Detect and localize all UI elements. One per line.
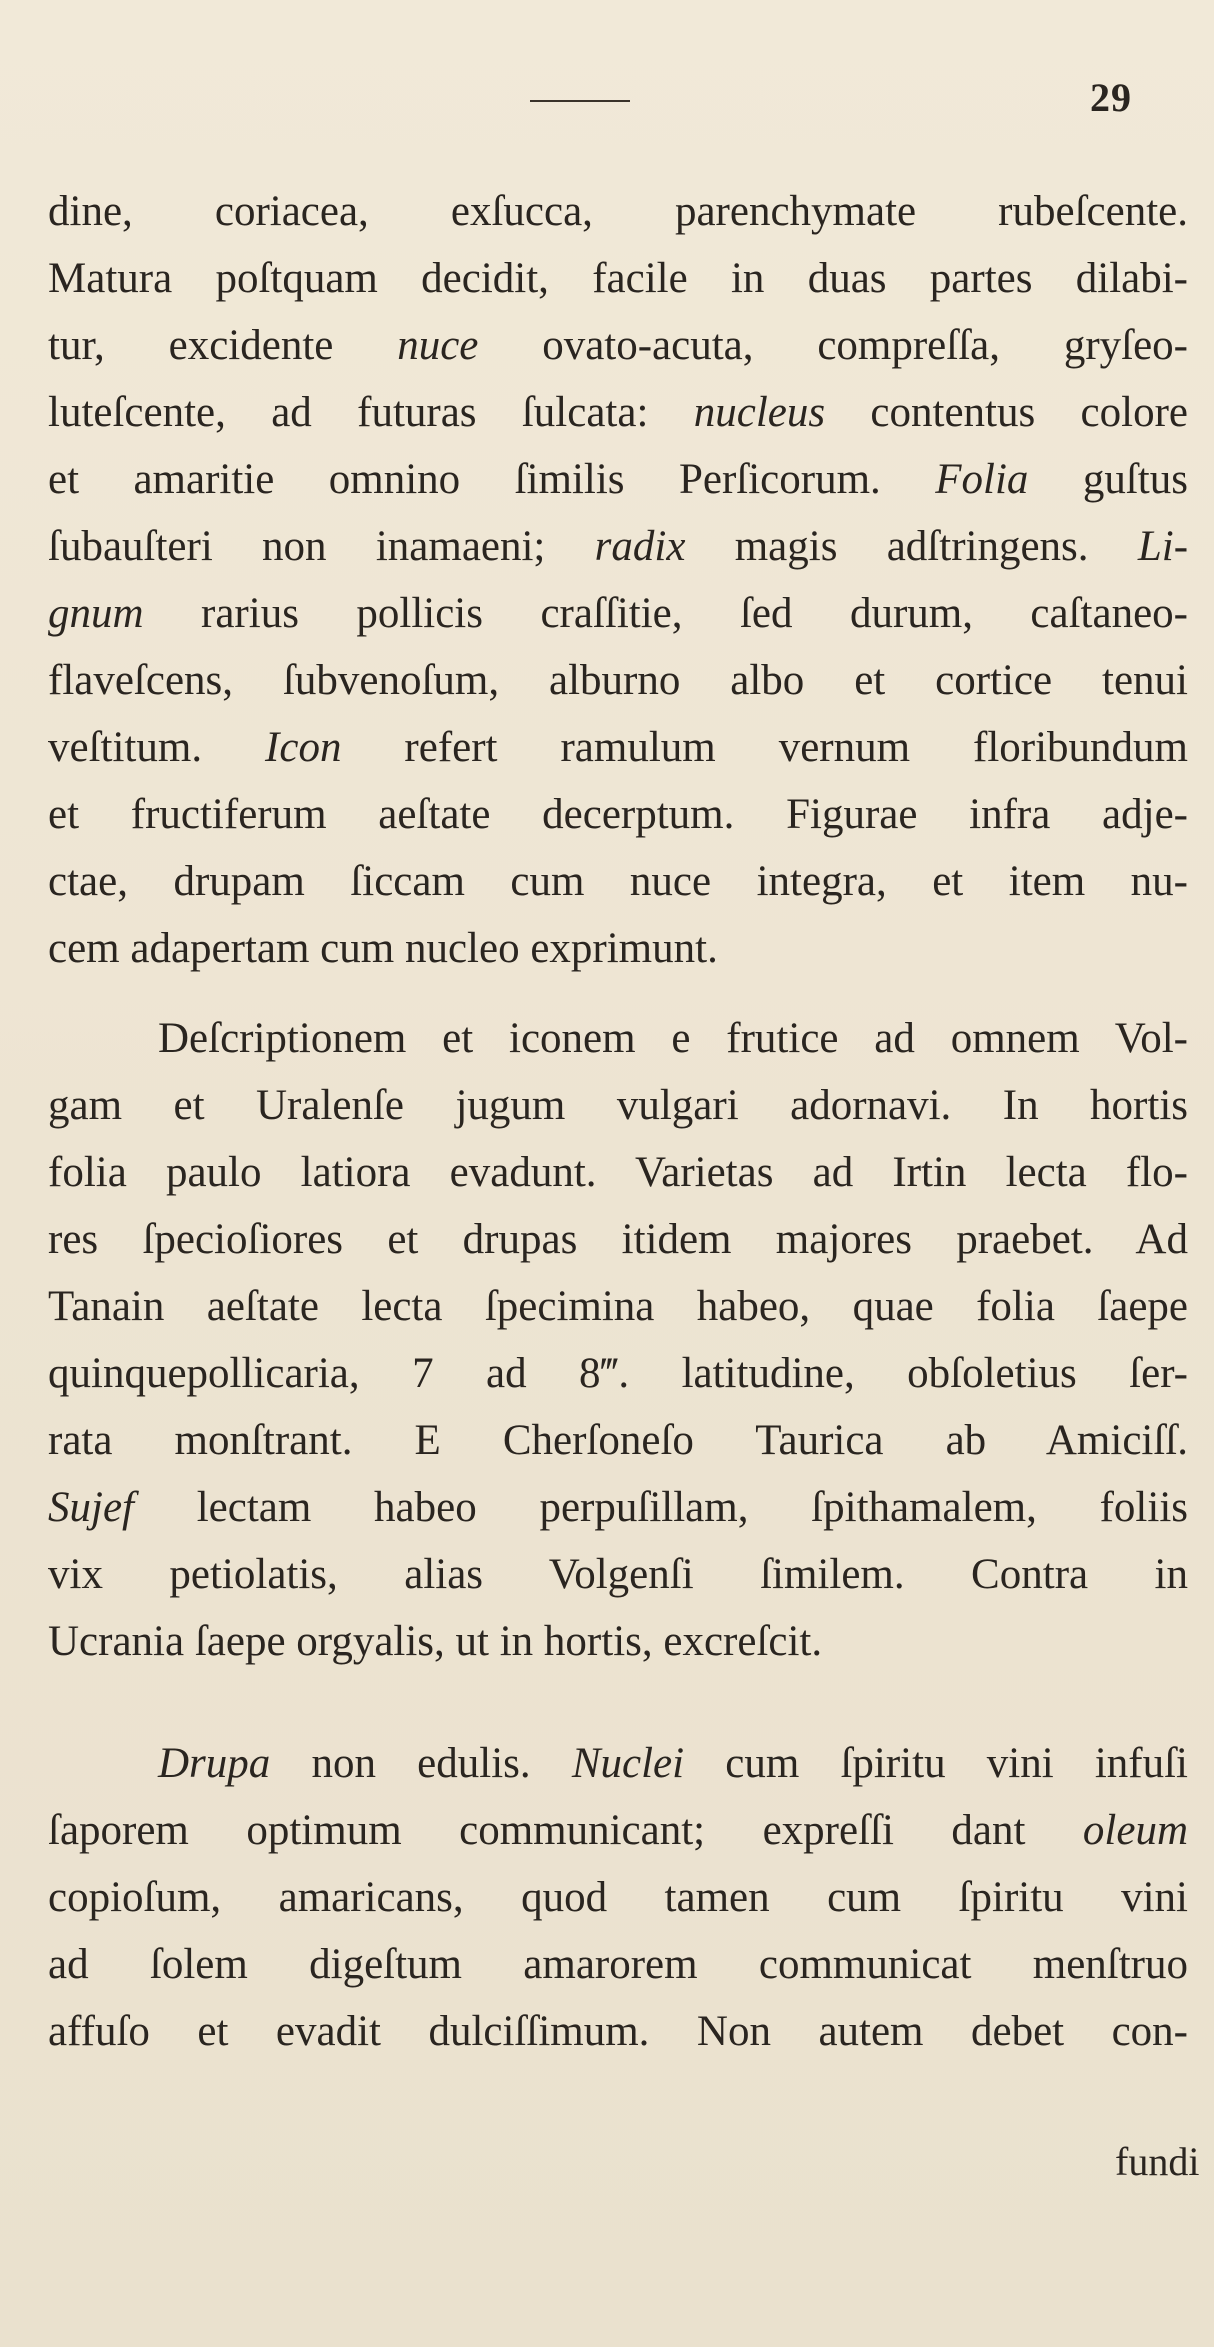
- italic-term: radix: [594, 523, 686, 570]
- paragraph-3: [48, 1730, 1188, 2065]
- text-line: ctae, drupam ſiccam cum nuce integra, et item nu-: [48, 858, 1188, 905]
- header-rule: [530, 100, 630, 102]
- text-line: gnum rarius pollicis craſſitie, ſed durum, caſtaneo-: [48, 590, 1188, 637]
- text-line: tur, excidente nuce ovato-acuta, compreſſa, gryſeo-: [48, 322, 1188, 369]
- text-line: folia paulo latiora evadunt. Varietas ad Irtin lecta flo-: [48, 1149, 1188, 1196]
- italic-term: oleum: [1082, 1807, 1188, 1854]
- text-line: cem adapertam cum nucleo exprimunt.: [48, 925, 718, 972]
- paragraph-1: [48, 178, 1188, 982]
- paragraph-2: [48, 1005, 1188, 1675]
- text-line: ſaporem optimum communicant; expreſſi dant oleum: [48, 1807, 1188, 1854]
- text-line: Deſcriptionem et iconem e frutice ad omnem Vol-: [158, 1015, 1188, 1062]
- italic-term: Sujef: [48, 1484, 134, 1531]
- italic-term: Nuclei: [571, 1740, 685, 1787]
- text-line: Sujef lectam habeo perpuſillam, ſpithamalem, foliis: [48, 1484, 1188, 1531]
- text-line: gam et Uralenſe jugum vulgari adornavi. In hortis: [48, 1082, 1188, 1129]
- italic-term: Icon: [265, 724, 342, 771]
- text-line: Ucrania ſaepe orgyalis, ut in hortis, excreſcit.: [48, 1618, 823, 1665]
- text-line: vix petiolatis, alias Volgenſi ſimilem. Contra in: [48, 1551, 1188, 1598]
- text-line: flaveſcens, ſubvenoſum, alburno albo et cortice tenui: [48, 657, 1188, 704]
- text-line: Drupa non edulis. Nuclei cum ſpiritu vini infuſi: [158, 1740, 1188, 1787]
- catchword: fundi: [1115, 2139, 1200, 2184]
- text-line: Matura poſtquam decidit, facile in duas partes dilabi-: [48, 255, 1188, 302]
- italic-term: Li-: [1137, 523, 1189, 570]
- text-line: ad ſolem digeſtum amarorem communicat menſtruo: [48, 1941, 1188, 1988]
- text-line: affuſo et evadit dulciſſimum. Non autem debet con-: [48, 2008, 1188, 2055]
- text-line: rata monſtrant. E Cherſoneſo Taurica ab Amiciſſ.: [48, 1417, 1188, 1464]
- text-line: dine, coriacea, exſucca, parenchymate rubeſcente.: [48, 188, 1188, 235]
- page-number: 29: [1090, 75, 1132, 120]
- text-line: ſubauſteri non inamaeni; radix magis adſtringens. Li-: [48, 523, 1189, 570]
- text-line: quinquepollicaria, 7 ad 8‴. latitudine, obſoletius ſer-: [48, 1350, 1188, 1397]
- text-line: luteſcente, ad futuras ſulcata: nucleus contentus colore: [48, 389, 1188, 436]
- text-line: copioſum, amaricans, quod tamen cum ſpiritu vini: [48, 1874, 1188, 1921]
- italic-term: Folia: [935, 456, 1029, 503]
- italic-term: gnum: [48, 590, 144, 637]
- italic-term: nucleus: [693, 389, 826, 436]
- text-line: res ſpecioſiores et drupas itidem majores praebet. Ad: [48, 1216, 1188, 1263]
- text-line: et amaritie omnino ſimilis Perſicorum. Folia guſtus: [48, 456, 1188, 503]
- text-line: veſtitum. Icon refert ramulum vernum floribundum: [48, 724, 1188, 771]
- text-line: et fructiferum aeſtate decerptum. Figurae infra adje-: [48, 791, 1188, 838]
- text-line: Tanain aeſtate lecta ſpecimina habeo, quae folia ſaepe: [48, 1283, 1188, 1330]
- italic-term: Drupa: [158, 1740, 271, 1787]
- italic-term: nuce: [397, 322, 479, 369]
